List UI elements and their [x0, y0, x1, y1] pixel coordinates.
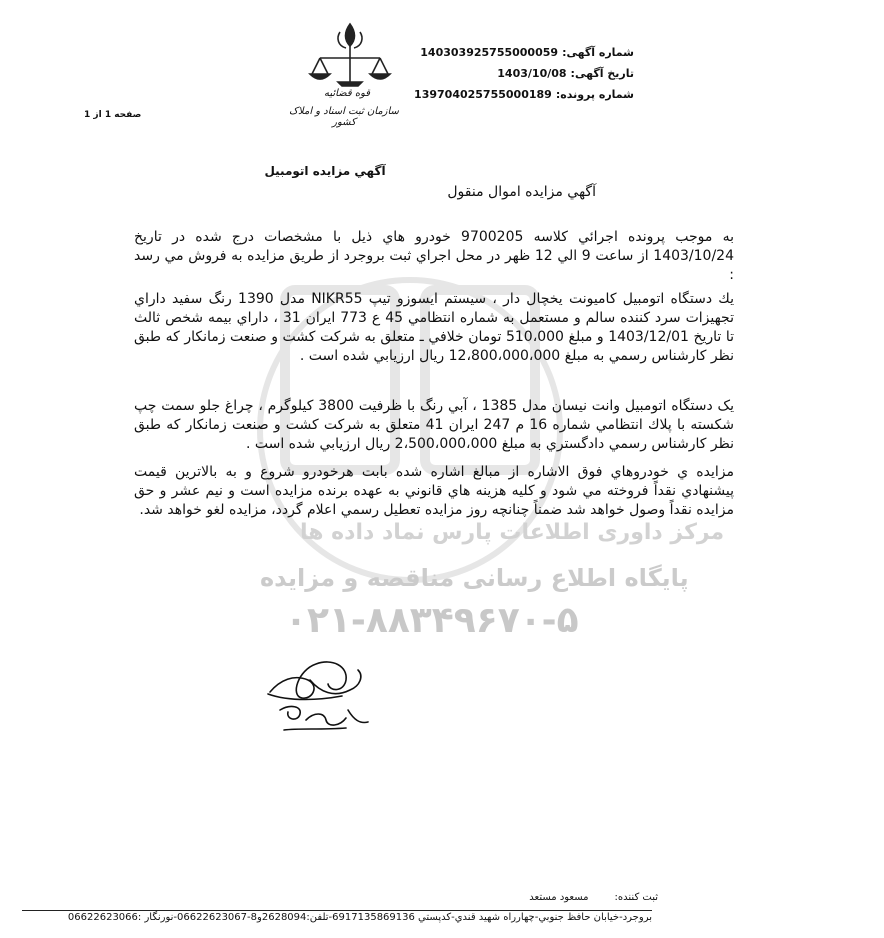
- logo-line1: قوه قضائیه: [323, 88, 371, 99]
- signature: [250, 640, 390, 750]
- ad-number-row: [374, 42, 634, 63]
- ad-date-label: تاریخ آگهی:: [570, 67, 634, 80]
- watermark-phone: ۰۲۱-۸۸۳۴۹۶۷۰-۵: [285, 600, 579, 641]
- footer-address: بروجرد-خيابان حافظ جنوبي-چهارراه شهيد قندي-كدپستي 6917135869136-تلفن:2628094و8-06622623067-نورنگار :06622623066: [67, 912, 652, 923]
- ad-number: 140303925755000059: [420, 46, 559, 59]
- logo-line2: سازمان ثبت اسناد و املاک کشور: [289, 106, 399, 128]
- watermark-line2: پایگاه اطلاع رسانی مناقصه و مزایده: [260, 564, 689, 592]
- page-title: آگهي مزايده اتومبيل: [264, 164, 386, 178]
- registrar-name: مسعود مستعد: [529, 892, 589, 903]
- paragraph-terms: مزايده ي خودروهاي فوق الاشاره از مبالغ اشاره شده بابت هرخودرو شروع و به بالاترين قيمت پيشنهادي نقداً فروخته مي شود و كليه هزينه هاي قانوني به عهده برنده مزايده است و نيم عشر و حق مزايده نقداً وصول خواهد شد ضمناً چنانچه روز مزايده تعطيل رسمي اعلام گردد، مزايده لغو خواهد شد.: [134, 464, 734, 518]
- watermark-line1: مرکز داوری اطلاعات پارس نماد داده ها: [300, 520, 725, 545]
- paragraph-vehicle-1: يك دستگاه اتومبيل كاميونت يخچال دار ، سيستم ايسوزو تيپ NIKR55 مدل 1390 رنگ سفيد داراي تجهيزات سرد كننده سالم و مستعمل به شماره انتظامي 45 ع 773 ايران 31 ، داراي بيمه شخص ثالث تا تاريخ 1403/12/01 و مبلغ 510،000 تومان خلافي ـ متعلق به شركت كشت و صنعت زمانكار كه طبق نظر كارشناس رسمي به مبلغ 12،800،000،000 ريال ارزيابي شده است .: [134, 291, 735, 364]
- ad-number-label: شماره آگهی:: [562, 46, 634, 59]
- case-number-row: [374, 84, 634, 105]
- ad-date: 1403/10/08: [497, 67, 567, 80]
- paragraph-intro: به موجب پرونده اجرائي كلاسه 9700205 خودرو هاي ذيل با مشخصات درج شده در تاريخ 1403/10/24 از ساعت 9 الي 12 ظهر در محل اجراي ثبت بروجرد از طريق مزايده به فروش مي رسد :: [134, 229, 734, 283]
- case-number: 139704025755000189: [414, 88, 552, 101]
- ad-meta: [374, 42, 634, 105]
- page-count: صفحه 1 از 1: [84, 110, 142, 120]
- ad-date-row: [374, 63, 634, 84]
- registrar-row: [529, 892, 658, 903]
- case-number-label: شماره پرونده:: [555, 88, 634, 101]
- footer-divider: [22, 910, 652, 911]
- registrar-label: ثبت كننده:: [614, 892, 658, 903]
- subtitle: آگهي مزايده اموال منقول: [447, 184, 596, 200]
- paragraph-vehicle-2: یک دستگاه اتومبیل وانت نیسان مدل 1385 ، آبي رنگ با ظرفيت 3800 كيلوگرم ، چراغ جلو سمت چپ شكسته با پلاك انتظامي شماره 16 م 247 ايران 41 متعلق به شركت كشت و صنعت زمانكار كه طبق نظر كارشناس رسمي دادگستري به مبلغ 2،500،000،000 ريال ارزيابي شده است .: [134, 398, 734, 452]
